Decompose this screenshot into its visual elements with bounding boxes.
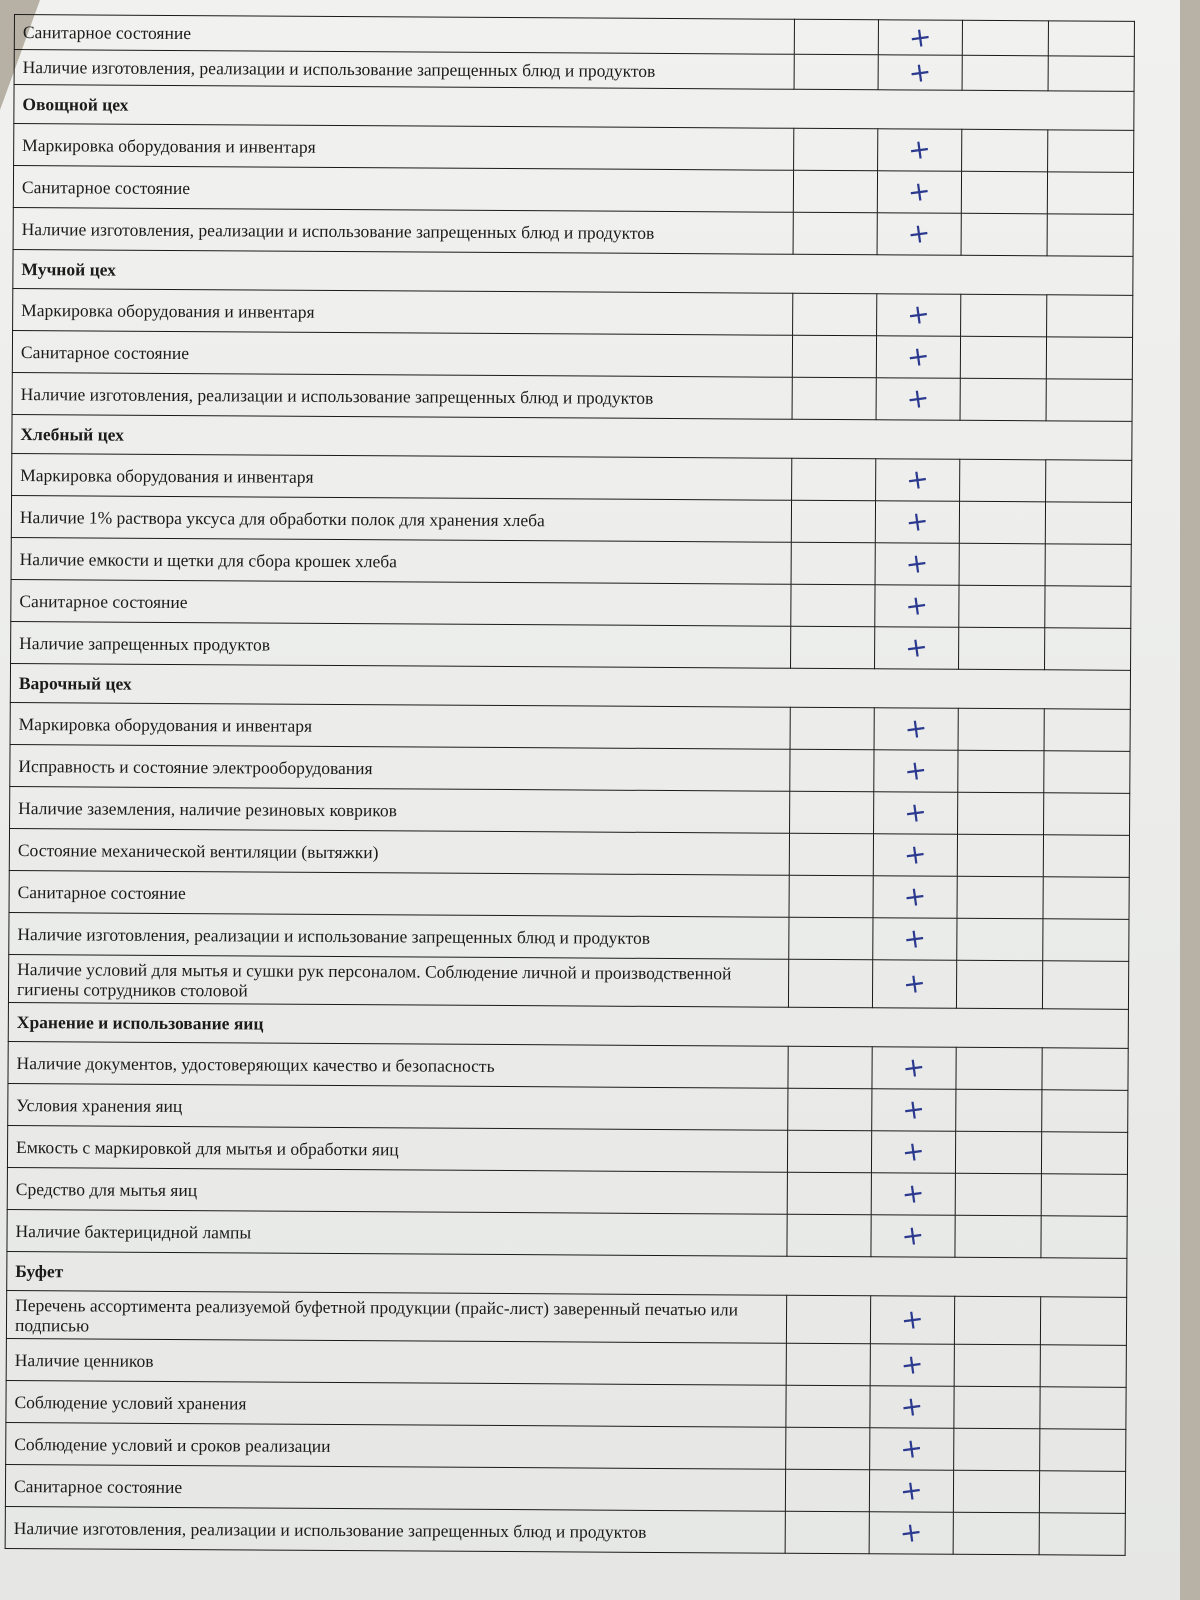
checklist-row bbox=[10, 786, 1130, 835]
checklist-row bbox=[8, 1083, 1128, 1132]
handwritten-plus-mark: + bbox=[898, 1348, 926, 1382]
empty-mark-cell bbox=[1044, 751, 1130, 794]
empty-mark-cell bbox=[1040, 1297, 1126, 1346]
empty-mark-cell bbox=[1047, 295, 1133, 338]
handwritten-mark-cell bbox=[877, 171, 961, 214]
empty-mark-cell bbox=[1041, 1132, 1127, 1175]
handwritten-plus-mark: + bbox=[898, 1432, 926, 1466]
checklist-row bbox=[6, 1380, 1126, 1429]
handwritten-mark-cell bbox=[872, 960, 956, 1009]
handwritten-plus-mark: + bbox=[907, 20, 934, 55]
handwritten-plus-mark: + bbox=[904, 463, 931, 497]
handwritten-mark-cell bbox=[871, 1215, 955, 1258]
empty-mark-cell bbox=[961, 294, 1047, 337]
criterion-text: Наличие 1% раствора уксуса для обработки полок для хранения хлеба bbox=[11, 495, 791, 542]
empty-mark-cell bbox=[960, 459, 1046, 502]
empty-mark-cell bbox=[1044, 709, 1130, 752]
empty-mark-cell bbox=[1042, 1048, 1128, 1091]
handwritten-plus-mark: + bbox=[900, 1135, 927, 1169]
checklist-row bbox=[7, 1209, 1127, 1258]
empty-mark-cell bbox=[789, 875, 873, 918]
handwritten-plus-mark: + bbox=[901, 880, 929, 914]
handwritten-mark-cell bbox=[878, 129, 962, 172]
criterion-text: Санитарное состояние bbox=[9, 870, 789, 917]
empty-mark-cell bbox=[1042, 1090, 1128, 1133]
empty-mark-cell bbox=[1039, 1513, 1125, 1556]
empty-mark-cell bbox=[958, 792, 1044, 835]
empty-mark-cell bbox=[1048, 56, 1134, 92]
empty-mark-cell bbox=[954, 1296, 1040, 1345]
criterion-text: Наличие заземления, наличие резиновых ковриков bbox=[10, 786, 790, 833]
handwritten-plus-mark: + bbox=[903, 589, 931, 623]
handwritten-plus-mark: + bbox=[902, 796, 929, 830]
empty-mark-cell bbox=[791, 584, 875, 627]
empty-mark-cell bbox=[793, 293, 877, 336]
checklist-row bbox=[12, 453, 1132, 502]
checklist-sheet bbox=[5, 14, 1134, 1556]
criterion-text: Наличие бактерицидной лампы bbox=[7, 1209, 787, 1256]
handwritten-plus-mark: + bbox=[900, 1093, 928, 1127]
checklist-row bbox=[11, 537, 1131, 586]
empty-mark-cell bbox=[958, 708, 1044, 751]
handwritten-mark-cell bbox=[876, 459, 960, 502]
handwritten-mark-cell bbox=[872, 1047, 956, 1090]
criterion-text: Наличие документов, удостоверяющих качество и безопасность bbox=[8, 1041, 788, 1088]
section-header-row bbox=[10, 663, 1130, 709]
empty-mark-cell bbox=[791, 542, 875, 585]
empty-mark-cell bbox=[786, 1427, 870, 1470]
handwritten-plus-mark: + bbox=[902, 838, 929, 872]
empty-mark-cell bbox=[953, 1470, 1039, 1513]
empty-mark-cell bbox=[955, 1131, 1041, 1174]
handwritten-plus-mark: + bbox=[902, 712, 930, 746]
empty-mark-cell bbox=[961, 171, 1047, 214]
empty-mark-cell bbox=[958, 750, 1044, 793]
empty-mark-cell bbox=[957, 918, 1043, 961]
empty-mark-cell bbox=[1039, 1471, 1125, 1514]
criterion-text: Маркировка оборудования и инвентаря bbox=[10, 702, 790, 749]
empty-mark-cell bbox=[1045, 544, 1131, 587]
empty-mark-cell bbox=[959, 543, 1045, 586]
handwritten-plus-mark: + bbox=[899, 1219, 927, 1253]
empty-mark-cell bbox=[788, 959, 872, 1008]
empty-mark-cell bbox=[1043, 835, 1129, 878]
checklist-row bbox=[6, 1422, 1126, 1471]
checklist-row bbox=[6, 1338, 1126, 1387]
handwritten-plus-mark: + bbox=[898, 1474, 925, 1508]
section-title: Хлебный цех bbox=[12, 414, 1132, 460]
empty-mark-cell bbox=[788, 1046, 872, 1089]
criterion-text: Средство для мытья яиц bbox=[7, 1167, 787, 1214]
empty-mark-cell bbox=[1047, 172, 1133, 215]
handwritten-mark-cell bbox=[877, 213, 961, 256]
checklist-body bbox=[5, 15, 1134, 1556]
checklist-row bbox=[12, 330, 1132, 379]
handwritten-mark-cell bbox=[875, 627, 959, 670]
empty-mark-cell bbox=[956, 1047, 1042, 1090]
empty-mark-cell bbox=[1046, 460, 1132, 503]
empty-mark-cell bbox=[1048, 21, 1134, 57]
handwritten-plus-mark: + bbox=[904, 382, 932, 416]
handwritten-plus-mark: + bbox=[905, 298, 932, 332]
criterion-text: Наличие изготовления, реализации и использование запрещенных блюд и продуктов bbox=[9, 912, 789, 959]
empty-mark-cell bbox=[793, 212, 877, 255]
criterion-text: Санитарное состояние bbox=[14, 15, 794, 55]
handwritten-mark-cell bbox=[874, 750, 958, 793]
handwritten-plus-mark: + bbox=[904, 505, 931, 539]
handwritten-mark-cell bbox=[878, 55, 962, 91]
empty-mark-cell bbox=[794, 19, 878, 55]
empty-mark-cell bbox=[1042, 961, 1128, 1010]
section-title: Варочный цех bbox=[10, 663, 1130, 709]
checklist-row bbox=[8, 954, 1128, 1009]
empty-mark-cell bbox=[959, 585, 1045, 628]
handwritten-mark-cell bbox=[875, 543, 959, 586]
empty-mark-cell bbox=[962, 55, 1048, 91]
empty-mark-cell bbox=[787, 1130, 871, 1173]
checklist-row bbox=[9, 828, 1129, 877]
empty-mark-cell bbox=[955, 1215, 1041, 1258]
handwritten-plus-mark: + bbox=[902, 754, 930, 788]
empty-mark-cell bbox=[792, 335, 876, 378]
empty-mark-cell bbox=[960, 336, 1046, 379]
criterion-text: Маркировка оборудования и инвентаря bbox=[14, 124, 794, 171]
checklist-row bbox=[13, 207, 1133, 256]
handwritten-mark-cell bbox=[874, 708, 958, 751]
empty-mark-cell bbox=[786, 1385, 870, 1428]
handwritten-plus-mark: + bbox=[903, 631, 930, 665]
empty-mark-cell bbox=[955, 1173, 1041, 1216]
section-header-row bbox=[13, 249, 1133, 295]
checklist-row bbox=[9, 870, 1129, 919]
handwritten-mark-cell bbox=[875, 585, 959, 628]
empty-mark-cell bbox=[793, 170, 877, 213]
empty-mark-cell bbox=[789, 833, 873, 876]
empty-mark-cell bbox=[786, 1343, 870, 1386]
handwritten-plus-mark: + bbox=[899, 1303, 926, 1337]
empty-mark-cell bbox=[1041, 1216, 1127, 1259]
empty-mark-cell bbox=[789, 917, 873, 960]
empty-mark-cell bbox=[957, 834, 1043, 877]
checklist-row bbox=[5, 1464, 1125, 1513]
handwritten-plus-mark: + bbox=[898, 1390, 926, 1424]
section-header-row bbox=[12, 414, 1132, 460]
empty-mark-cell bbox=[1046, 379, 1132, 422]
checklist-row bbox=[10, 744, 1130, 793]
handwritten-mark-cell bbox=[877, 294, 961, 337]
criterion-text: Перечень ассортимента реализуемой буфетной продукции (прайс-лист) заверенный печатью или подписью bbox=[6, 1290, 786, 1343]
empty-mark-cell bbox=[787, 1172, 871, 1215]
handwritten-plus-mark: + bbox=[906, 175, 933, 209]
handwritten-plus-mark: + bbox=[901, 922, 929, 956]
handwritten-mark-cell bbox=[873, 876, 957, 919]
checklist-row bbox=[11, 579, 1131, 628]
inspection-checklist-table bbox=[5, 14, 1135, 1556]
handwritten-mark-cell bbox=[870, 1428, 954, 1471]
handwritten-plus-mark: + bbox=[903, 547, 931, 581]
section-title: Буфет bbox=[7, 1251, 1127, 1297]
criterion-text: Маркировка оборудования и инвентаря bbox=[12, 453, 792, 500]
handwritten-mark-cell bbox=[873, 918, 957, 961]
criterion-text: Состояние механической вентиляции (вытяжки) bbox=[9, 828, 789, 875]
checklist-row bbox=[13, 288, 1133, 337]
checklist-row bbox=[5, 1506, 1125, 1555]
criterion-text: Соблюдение условий и сроков реализации bbox=[6, 1422, 786, 1469]
empty-mark-cell bbox=[1047, 214, 1133, 257]
checklist-row bbox=[14, 124, 1134, 173]
empty-mark-cell bbox=[1048, 130, 1134, 173]
empty-mark-cell bbox=[790, 791, 874, 834]
checklist-row bbox=[11, 621, 1131, 670]
handwritten-mark-cell bbox=[869, 1512, 953, 1555]
empty-mark-cell bbox=[790, 707, 874, 750]
handwritten-mark-cell bbox=[875, 501, 959, 544]
empty-mark-cell bbox=[1040, 1387, 1126, 1430]
empty-mark-cell bbox=[1045, 586, 1131, 629]
handwritten-plus-mark: + bbox=[900, 1177, 927, 1211]
handwritten-mark-cell bbox=[870, 1296, 954, 1345]
handwritten-mark-cell bbox=[872, 1089, 956, 1132]
criterion-text: Соблюдение условий хранения bbox=[6, 1380, 786, 1427]
handwritten-mark-cell bbox=[876, 378, 960, 421]
empty-mark-cell bbox=[954, 1344, 1040, 1387]
empty-mark-cell bbox=[1045, 628, 1131, 671]
empty-mark-cell bbox=[959, 501, 1045, 544]
checklist-row bbox=[8, 1041, 1128, 1090]
empty-mark-cell bbox=[962, 129, 1048, 172]
handwritten-mark-cell bbox=[873, 834, 957, 877]
criterion-text: Наличие условий для мытья и сушки рук персоналом. Соблюдение личной и производственной гигиены сотрудников столовой bbox=[8, 954, 788, 1007]
empty-mark-cell bbox=[960, 378, 1046, 421]
empty-mark-cell bbox=[794, 54, 878, 90]
empty-mark-cell bbox=[794, 128, 878, 171]
criterion-text: Наличие изготовления, реализации и использование запрещенных блюд и продуктов bbox=[14, 50, 794, 90]
empty-mark-cell bbox=[791, 500, 875, 543]
criterion-text: Наличие запрещенных продуктов bbox=[11, 621, 791, 668]
handwritten-plus-mark: + bbox=[900, 1051, 928, 1085]
criterion-text: Исправность и состояние электрооборудования bbox=[10, 744, 790, 791]
empty-mark-cell bbox=[788, 1088, 872, 1131]
section-header-row bbox=[14, 85, 1134, 131]
empty-mark-cell bbox=[1046, 337, 1132, 380]
section-title: Хранение и использование яиц bbox=[8, 1002, 1128, 1048]
criterion-text: Наличие изготовления, реализации и использование запрещенных блюд и продуктов bbox=[12, 372, 792, 419]
checklist-row bbox=[7, 1125, 1127, 1174]
handwritten-plus-mark: + bbox=[897, 1516, 925, 1550]
empty-mark-cell bbox=[1040, 1429, 1126, 1472]
criterion-text: Санитарное состояние bbox=[13, 166, 793, 213]
empty-mark-cell bbox=[787, 1214, 871, 1257]
handwritten-plus-mark: + bbox=[906, 133, 933, 167]
empty-mark-cell bbox=[791, 626, 875, 669]
checklist-row bbox=[9, 912, 1129, 961]
handwritten-mark-cell bbox=[871, 1131, 955, 1174]
handwritten-plus-mark: + bbox=[905, 340, 932, 374]
empty-mark-cell bbox=[792, 458, 876, 501]
criterion-text: Санитарное состояние bbox=[5, 1464, 785, 1511]
empty-mark-cell bbox=[953, 1512, 1039, 1555]
section-header-row bbox=[7, 1251, 1127, 1297]
handwritten-mark-cell bbox=[878, 20, 962, 56]
empty-mark-cell bbox=[962, 20, 1048, 56]
empty-mark-cell bbox=[954, 1428, 1040, 1471]
criterion-text: Наличие изготовления, реализации и использование запрещенных блюд и продуктов bbox=[5, 1506, 785, 1553]
handwritten-mark-cell bbox=[869, 1470, 953, 1513]
checklist-row bbox=[6, 1290, 1126, 1345]
criterion-text: Условия хранения яиц bbox=[8, 1083, 788, 1130]
empty-mark-cell bbox=[956, 960, 1042, 1009]
checklist-row bbox=[13, 166, 1133, 215]
empty-mark-cell bbox=[954, 1386, 1040, 1429]
handwritten-mark-cell bbox=[870, 1386, 954, 1429]
checklist-row bbox=[7, 1167, 1127, 1216]
criterion-text: Санитарное состояние bbox=[12, 330, 792, 377]
checklist-row bbox=[11, 495, 1131, 544]
criterion-text: Наличие ценников bbox=[6, 1338, 786, 1385]
empty-mark-cell bbox=[956, 1089, 1042, 1132]
empty-mark-cell bbox=[786, 1295, 870, 1344]
criterion-text: Емкость с маркировкой для мытья и обработки яиц bbox=[7, 1125, 787, 1172]
criterion-text: Наличие изготовления, реализации и использование запрещенных блюд и продуктов bbox=[13, 207, 793, 254]
section-header-row bbox=[8, 1002, 1128, 1048]
handwritten-mark-cell bbox=[876, 336, 960, 379]
criterion-text: Наличие емкости и щетки для сбора крошек хлеба bbox=[11, 537, 791, 584]
handwritten-plus-mark: + bbox=[901, 967, 928, 1001]
checklist-row bbox=[12, 372, 1132, 421]
handwritten-mark-cell bbox=[871, 1173, 955, 1216]
section-title: Овощной цех bbox=[14, 85, 1134, 131]
empty-mark-cell bbox=[959, 627, 1045, 670]
handwritten-plus-mark: + bbox=[905, 217, 933, 251]
empty-mark-cell bbox=[961, 213, 1047, 256]
empty-mark-cell bbox=[1041, 1174, 1127, 1217]
empty-mark-cell bbox=[792, 377, 876, 420]
criterion-text: Санитарное состояние bbox=[11, 579, 791, 626]
empty-mark-cell bbox=[1043, 919, 1129, 962]
handwritten-plus-mark: + bbox=[906, 55, 934, 90]
empty-mark-cell bbox=[785, 1511, 869, 1554]
empty-mark-cell bbox=[1045, 502, 1131, 545]
empty-mark-cell bbox=[1044, 793, 1130, 836]
empty-mark-cell bbox=[1043, 877, 1129, 920]
checklist-row bbox=[10, 702, 1130, 751]
section-title: Мучной цех bbox=[13, 249, 1133, 295]
empty-mark-cell bbox=[790, 749, 874, 792]
empty-mark-cell bbox=[785, 1469, 869, 1512]
empty-mark-cell bbox=[957, 876, 1043, 919]
handwritten-mark-cell bbox=[870, 1344, 954, 1387]
handwritten-mark-cell bbox=[874, 792, 958, 835]
empty-mark-cell bbox=[1040, 1345, 1126, 1388]
criterion-text: Маркировка оборудования и инвентаря bbox=[13, 288, 793, 335]
